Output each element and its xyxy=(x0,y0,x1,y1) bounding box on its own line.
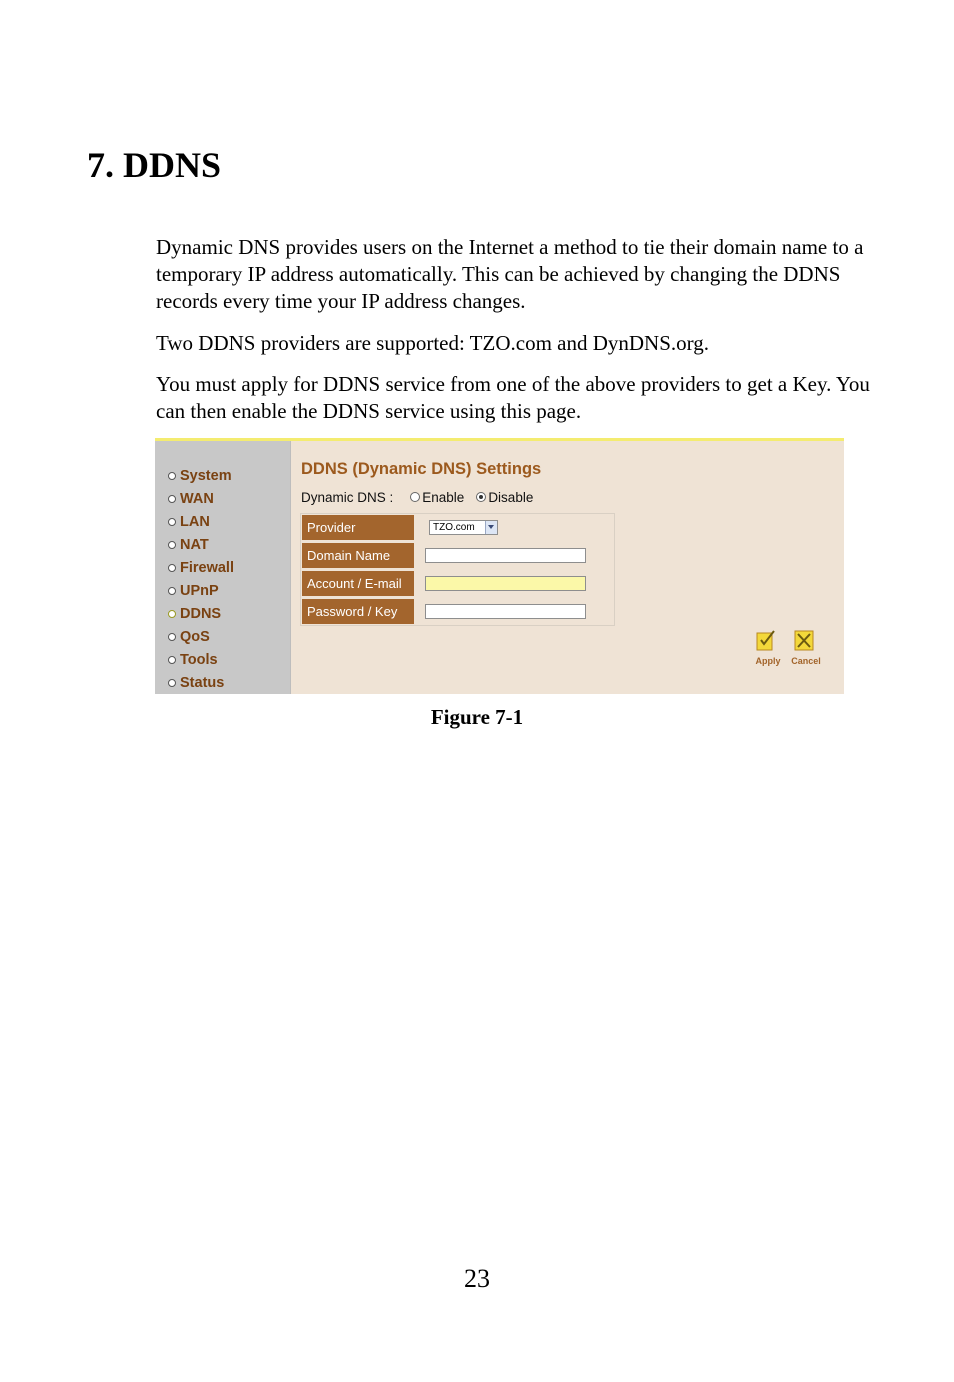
provider-label: Provider xyxy=(302,515,414,540)
sidebar-item-label: LAN xyxy=(180,514,210,530)
dynamic-dns-label: Dynamic DNS : xyxy=(301,489,394,505)
bullet-icon xyxy=(168,472,176,480)
enable-radio[interactable] xyxy=(410,490,464,505)
bullet-icon xyxy=(168,587,176,595)
password-label: Password / Key xyxy=(302,599,414,624)
sidebar-item-label: QoS xyxy=(180,629,210,645)
bullet-icon xyxy=(168,633,176,641)
sidebar-item-label: Status xyxy=(180,675,225,691)
bullet-icon xyxy=(168,518,176,526)
sidebar-menu xyxy=(155,441,291,694)
bullet-icon xyxy=(168,656,176,664)
domain-name-label: Domain Name xyxy=(302,543,414,568)
bullet-icon xyxy=(168,495,176,503)
sidebar-item-label: UPnP xyxy=(180,583,219,599)
disable-radio[interactable] xyxy=(476,490,533,505)
account-label: Account / E-mail xyxy=(302,571,414,596)
bullet-icon xyxy=(168,564,176,572)
radio-checked-icon xyxy=(476,492,486,502)
sidebar-item-label: WAN xyxy=(180,491,214,507)
bullet-icon xyxy=(168,541,176,549)
provider-row xyxy=(302,515,613,540)
intro-paragraph: Dynamic DNS provides users on the Internet a method to tie their domain name to a temporary IP address automatically. This can be achieved by changing the DDNS records every time your IP address changes. xyxy=(156,235,864,313)
sidebar-item-label: System xyxy=(180,468,232,484)
sidebar-item-qos[interactable] xyxy=(168,627,210,647)
active-bullet-icon xyxy=(168,610,176,618)
provider-select[interactable] xyxy=(429,520,498,535)
sidebar-item-ddns[interactable] xyxy=(168,604,221,624)
section-heading: 7. DDNS xyxy=(87,145,222,185)
page-number: 23 xyxy=(464,1264,490,1293)
sidebar-item-label: DDNS xyxy=(180,606,222,622)
apply-button[interactable] xyxy=(752,630,784,670)
apply-paragraph: You must apply for DDNS service from one of the above providers to get a Key. You can then enable the DDNS service using this page. xyxy=(156,372,870,423)
sidebar-item-label: Firewall xyxy=(180,560,234,576)
sidebar-item-lan[interactable] xyxy=(168,512,210,532)
domain-name-row xyxy=(302,543,613,568)
figure-caption: Figure 7-1 xyxy=(430,705,524,729)
disable-radio-label: Disable xyxy=(488,489,534,505)
ddns-settings-screenshot xyxy=(155,438,844,694)
sidebar-item-wan[interactable] xyxy=(168,489,214,509)
cancel-label: Cancel xyxy=(791,656,821,666)
chevron-down-icon xyxy=(485,521,497,534)
provider-selected-value: TZO.com xyxy=(433,522,475,533)
sidebar-item-system[interactable] xyxy=(168,466,232,486)
sidebar-item-tools[interactable] xyxy=(168,650,218,670)
password-row xyxy=(302,599,613,624)
account-row xyxy=(302,571,613,596)
settings-title: DDNS (Dynamic DNS) Settings xyxy=(301,460,542,478)
sidebar-item-label: Tools xyxy=(180,652,218,668)
bullet-icon xyxy=(168,679,176,687)
radio-unchecked-icon xyxy=(410,492,420,502)
ddns-form xyxy=(300,513,615,626)
account-email-input[interactable] xyxy=(425,576,586,591)
apply-icon xyxy=(756,630,776,651)
cancel-icon xyxy=(794,630,814,651)
password-key-input[interactable] xyxy=(425,604,586,619)
enable-radio-label: Enable xyxy=(422,489,465,505)
sidebar-item-upnp[interactable] xyxy=(168,581,219,601)
domain-name-input[interactable] xyxy=(425,548,586,563)
cancel-button[interactable] xyxy=(790,630,822,670)
sidebar-item-firewall[interactable] xyxy=(168,558,234,578)
apply-label: Apply xyxy=(755,656,781,666)
sidebar-item-label: NAT xyxy=(180,537,209,553)
sidebar-item-status[interactable] xyxy=(168,673,224,693)
providers-paragraph: Two DDNS providers are supported: TZO.com and DynDNS.org. xyxy=(156,331,710,355)
dynamic-dns-mode-row xyxy=(301,488,533,506)
sidebar-item-nat[interactable] xyxy=(168,535,209,555)
